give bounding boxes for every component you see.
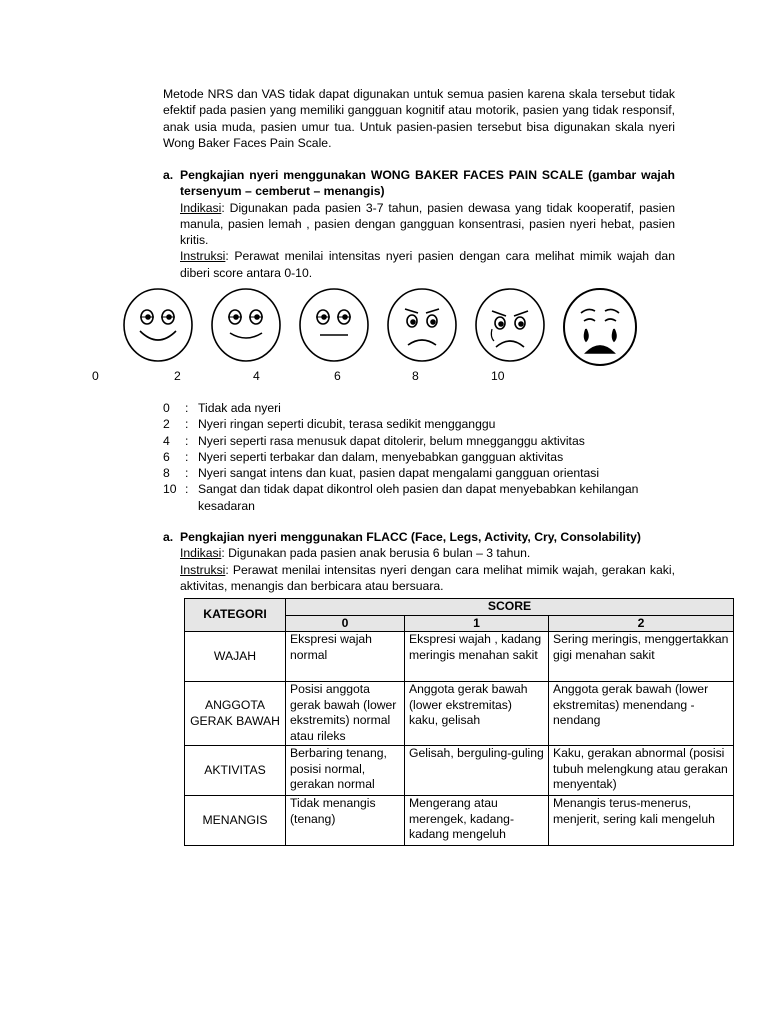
table-cell: Ekspresi wajah , kadang meringis menahan sakit <box>405 632 549 682</box>
header-score: SCORE <box>286 599 734 616</box>
scale-value: 4 <box>163 433 170 448</box>
scale-description: Sangat dan tidak dapat dikontrol oleh pasien dan dapat menyebabkan kehilangan kesadaran <box>198 482 639 513</box>
scale-value: 8 <box>163 466 170 481</box>
section-label: a. <box>163 168 174 182</box>
table-row <box>185 796 734 846</box>
scale-number: 0 <box>92 369 99 383</box>
wong-baker-faces-image <box>118 283 648 369</box>
scale-number: 8 <box>412 369 419 383</box>
table-cell: Kaku, gerakan abnormal (posisi tubuh melengkung atau gerakan menyentak) <box>549 746 734 796</box>
section-label: a. <box>163 530 174 544</box>
scale-value: 2 <box>163 417 170 432</box>
scale-value: 6 <box>163 449 170 464</box>
flacc-indikasi <box>180 545 675 561</box>
wong-baker-title: Pengkajian nyeri menggunakan WONG BAKER FACES PAIN SCALE (gambar wajah tersenyum – cemberut – menangis) <box>180 168 675 199</box>
category-cell: ANGGOTA GERAK BAWAH <box>185 682 286 746</box>
scale-number: 6 <box>334 369 341 383</box>
intro-paragraph: Metode NRS dan VAS tidak dapat digunakan untuk semua pasien karena skala tersebut tidak efektif pada pasien yang memiliki gangguan kognitif atau motorik, pasien yang tidak responsif, anak usia muda, pasien umur tua. Untuk pasien-pasien tersebut bisa digunakan skala nyeri Wong Baker Faces Pain Scale. <box>163 87 675 150</box>
scale-description: Nyeri seperti terbakar dan dalam, menyebabkan gangguan aktivitas <box>198 449 564 464</box>
table-cell: Tidak menangis (tenang) <box>286 796 405 846</box>
flacc-title: Pengkajian nyeri menggunakan FLACC (Face, Legs, Activity, Cry, Consolability) <box>180 530 641 544</box>
instruksi-label: Instruksi <box>180 562 226 577</box>
table-row <box>185 682 734 746</box>
face-10-crying <box>564 289 636 365</box>
scale-description: Nyeri ringan seperti dicubit, terasa sedikit mengganggu <box>198 417 496 432</box>
pain-scale-list <box>163 400 683 514</box>
scale-description: Tidak ada nyeri <box>198 401 281 415</box>
indikasi-text: : Digunakan pada pasien 3-7 tahun, pasien dewasa yang tidak kooperatif, pasien manula, pasien lemah , pasien dengan gangguan konsentrasi, pasien nyeri hebat, pasien kritis. <box>180 200 675 248</box>
table-cell: Berbaring tenang, posisi normal, gerakan normal <box>286 746 405 796</box>
header-score-1: 1 <box>405 615 549 632</box>
indikasi-label: Indikasi <box>180 200 222 215</box>
wong-baker-section <box>163 167 675 281</box>
list-item: 0 : Tidak ada nyeri <box>163 400 683 416</box>
category-cell: MENANGIS <box>185 796 286 846</box>
header-kategori: KATEGORI <box>185 599 286 632</box>
scale-number: 2 <box>174 369 181 383</box>
wong-indikasi <box>180 200 675 249</box>
face-6 <box>388 289 456 361</box>
table-cell: Anggota gerak bawah (lower ekstremitas) menendang - nendang <box>549 682 734 746</box>
face-4 <box>300 289 368 361</box>
instruksi-text: : Perawat menilai intensitas nyeri pasien dengan cara melihat mimik wajah dan diberi score antara 0-10. <box>180 249 675 280</box>
instruksi-label: Instruksi <box>180 249 226 264</box>
list-item: 2 : Nyeri ringan seperti dicubit, terasa sedikit mengganggu <box>163 416 683 432</box>
table-cell: Ekspresi wajah normal <box>286 632 405 682</box>
scale-value: 10 <box>163 482 177 497</box>
table-row <box>185 746 734 796</box>
list-item: 10 : Sangat dan tidak dapat dikontrol oleh pasien dan dapat menyebabkan kehilangan kesadaran <box>163 481 683 514</box>
face-2 <box>212 289 280 361</box>
wong-instruksi <box>180 248 675 281</box>
indikasi-text: : Digunakan pada pasien anak berusia 6 bulan – 3 tahun. <box>221 546 531 561</box>
table-cell: Anggota gerak bawah (lower ekstremitas) kaku, gelisah <box>405 682 549 746</box>
flacc-table <box>184 598 734 846</box>
scale-description: Nyeri seperti rasa menusuk dapat ditolerir, belum mnegganggu aktivitas <box>198 433 585 448</box>
category-cell: WAJAH <box>185 632 286 682</box>
flacc-instruksi <box>180 562 675 595</box>
header-score-2: 2 <box>549 615 734 632</box>
header-score-0: 0 <box>286 615 405 632</box>
instruksi-text: : Perawat menilai intensitas nyeri dengan cara melihat mimik wajah, gerakan kaki, aktivitas, menangis dan berbicara atau bersuara. <box>180 562 675 593</box>
list-item: 4 : Nyeri seperti rasa menusuk dapat ditolerir, belum mnegganggu aktivitas <box>163 433 683 449</box>
table-cell: Mengerang atau merengek, kadang-kadang mengeluh <box>405 796 549 846</box>
table-cell: Gelisah, berguling-guling <box>405 746 549 796</box>
indikasi-label: Indikasi <box>180 546 222 561</box>
table-row <box>185 632 734 682</box>
list-item: 6 : Nyeri seperti terbakar dan dalam, menyebabkan gangguan aktivitas <box>163 449 683 465</box>
face-0-smile <box>124 289 192 361</box>
table-cell: Posisi anggota gerak bawah (lower ekstremits) normal atau rileks <box>286 682 405 746</box>
scale-value: 0 <box>163 401 170 415</box>
face-8 <box>476 289 544 361</box>
category-cell: AKTIVITAS <box>185 746 286 796</box>
scale-number: 10 <box>491 369 505 383</box>
scale-number: 4 <box>253 369 260 383</box>
table-cell: Menangis terus-menerus, menjerit, sering kali mengeluh <box>549 796 734 846</box>
list-item: 8 : Nyeri sangat intens dan kuat, pasien dapat mengalami gangguan orientasi <box>163 465 683 481</box>
flacc-section <box>163 529 675 594</box>
scale-description: Nyeri sangat intens dan kuat, pasien dapat mengalami gangguan orientasi <box>198 466 600 481</box>
table-cell: Sering meringis, menggertakkan gigi menahan sakit <box>549 632 734 682</box>
